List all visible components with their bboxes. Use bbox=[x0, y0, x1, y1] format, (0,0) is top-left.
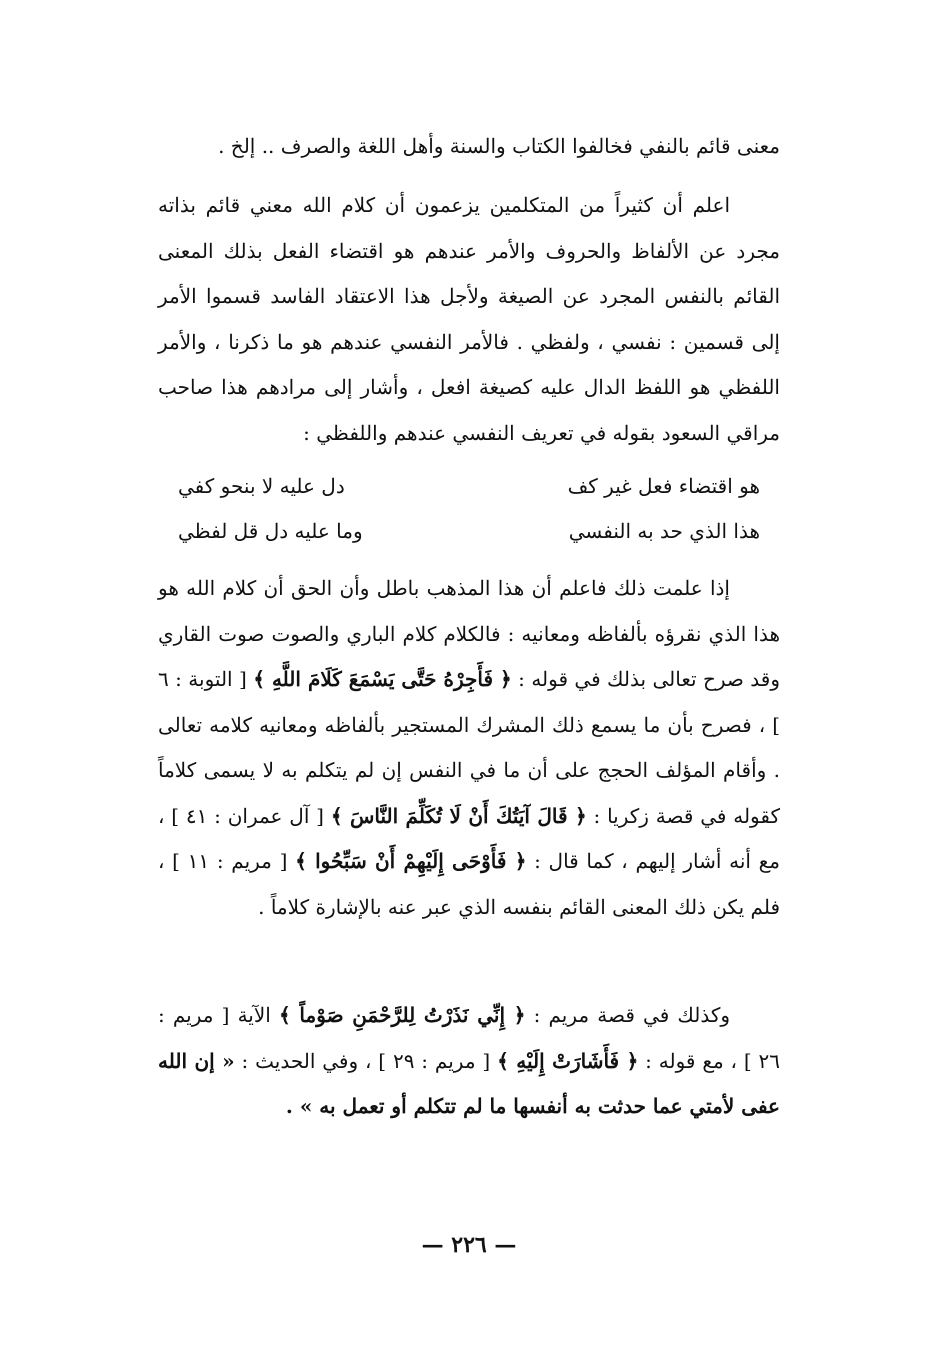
paragraph-mutakallimin bbox=[158, 183, 780, 456]
poem-verse-2 bbox=[178, 509, 760, 554]
paragraph-text: [ آل عمران : ٤١ ] ، مع أنه أشار إليهم ، كما قال : bbox=[158, 803, 781, 873]
quran-quote: ﴿ إِنِّي نَذَرْتُ لِلرَّحْمَنِ صَوْماً ﴾ bbox=[278, 1003, 526, 1027]
verse-second-hemistich: دل عليه لا بنحو كفي bbox=[178, 474, 345, 498]
paragraph-text: إذا علمت ذلك فاعلم أن هذا المذهب باطل وأن الحق أن كلام الله هو هذا الذي نقرؤه بألفاظه ومعانيه : فالكلام كلام الباري والصوت صوت القاري وقد صرح تعالى بذلك في قوله : bbox=[158, 576, 781, 691]
verse-second-hemistich: وما عليه دل قل لفظي bbox=[178, 519, 363, 543]
verse-first-hemistich: هو اقتضاء فعل غير كف bbox=[567, 474, 760, 498]
quran-quote: ﴿ فَأَجِرْهُ حَتَّى يَسْمَعَ كَلَامَ اللَّهِ ﴾ bbox=[253, 667, 512, 691]
paragraph-continuation bbox=[158, 124, 780, 170]
paragraph-text: [ مريم : ٢٩ ] ، وفي الحديث : bbox=[241, 1048, 491, 1073]
paragraph-text: وكذلك في قصة مريم : bbox=[533, 1003, 731, 1027]
quran-quote: ﴿ فَأَوْحَى إِلَيْهِمْ أَنْ سَبِّحُوا ﴾ bbox=[295, 849, 527, 873]
paragraph-text: الآية [ مريم : ٢٦ ] ، مع قوله : bbox=[158, 1003, 780, 1073]
verse-first-hemistich: هذا الذي حد به النفسي bbox=[568, 519, 760, 543]
page-number: — ٢٢٦ — bbox=[421, 1232, 517, 1258]
poem-verses bbox=[178, 464, 760, 554]
paragraph-text: [ مريم : ١١ ] ، فلم يكن ذلك المعنى القائم بنفسه الذي عبر عنه بالإشارة كلاماً . bbox=[158, 849, 780, 919]
paragraph-maryam bbox=[158, 993, 780, 1130]
paragraph-text: معنى قائم بالنفي فخالفوا الكتاب والسنة وأهل اللغة والصرف .. إلخ . bbox=[218, 134, 780, 158]
quran-quote: ﴿ فَأَشَارَتْ إِلَيْهِ ﴾ bbox=[497, 1048, 639, 1073]
hadith-quote: « إن الله عفى لأمتي عما حدثت به أنفسها ما لم تتكلم أو تعمل به » . bbox=[158, 1048, 780, 1118]
paragraph-text: [ التوبة : ٦ ] ، فصرح بأن ما يسمع ذلك المشرك المستجير بألفاظه ومعانيه كلامه تعالى . وأقام المؤلف الحجج على أن ما في النفس إن لم يتكلم به لا يسمى كلاماً كقوله في قصة زكريا : bbox=[158, 667, 781, 828]
paragraph-text: اعلم أن كثيراً من المتكلمين يزعمون أن كلام الله معني قائم بذاته مجرد عن الألفاظ والحروف والأمر عندهم هو اقتضاء الفعل بذلك المعنى القائم بالنفس المجرد عن الصيغة ولأجل هذا الاعتقاد الفاسد قسموا الأمر إلى قسمين : نفسي ، ولفظي . فالأمر النفسي عندهم هو ما ذكرنا ، والأمر اللفظي هو اللفظ الدال عليه كصيغة افعل ، وأشار إلى مرادهم هذا صاحب مراقي السعود بقوله في تعريف النفسي عندهم واللفظي : bbox=[158, 193, 780, 445]
quran-quote: ﴿ قَالَ آيَتُكَ أَنْ لَا تُكَلِّمَ النَّاسَ ﴾ bbox=[330, 803, 587, 828]
poem-verse-1 bbox=[178, 464, 760, 509]
paragraph-refutation bbox=[158, 566, 780, 930]
